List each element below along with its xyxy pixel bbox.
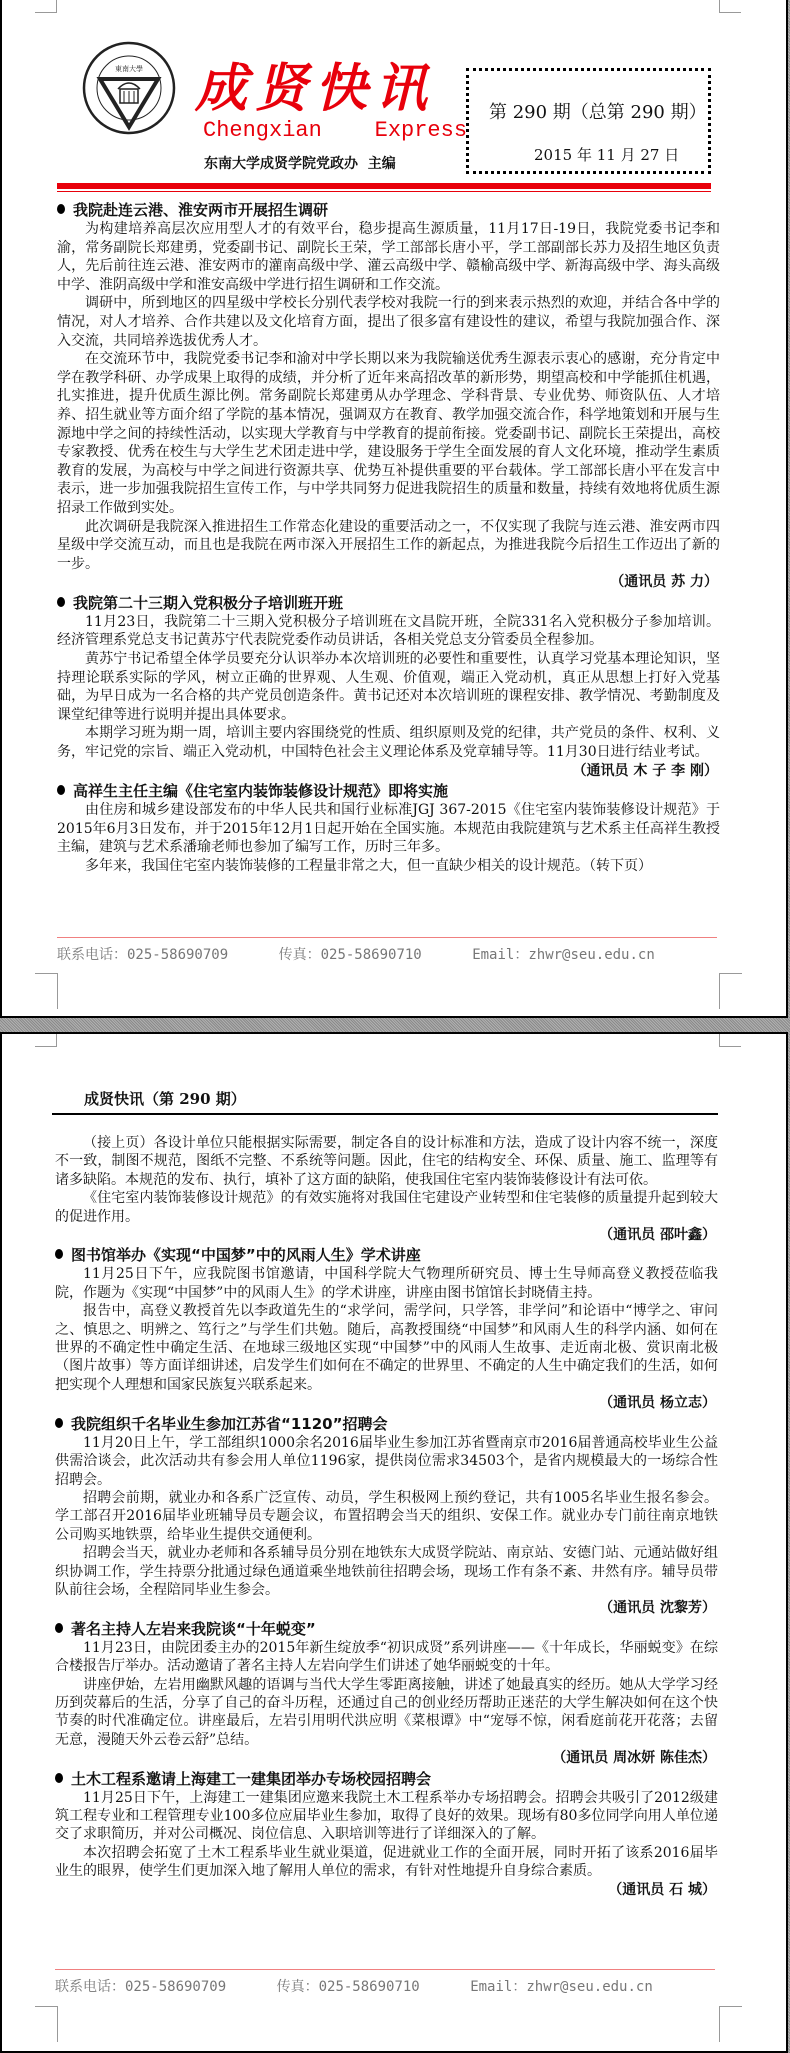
article-paragraph: 招聘会前期，就业办和各系广泛宣传、动员，学生积极网上预约登记，共有1005名毕业生报名参会。学工部召开2016届毕业班辅导员专题会议，布置招聘会当天的组织、安保工作。就业办专门前往南京地铁公司购买地铁票，给毕业生提供交通便利。 (55, 1489, 718, 1543)
article-paragraph: 调研中，所到地区的四星级中学校长分别代表学校对我院一行的到来表示热烈的欢迎，并结合各中学的情况，对人才培养、合作共建以及文化培育方面，提出了很多富有建设性的建议，希望与我院加强合作、深入交流，共同培养选拔优秀人才。 (57, 295, 720, 349)
svg-text:東南大學: 東南大學 (115, 65, 143, 73)
newsletter-title-english: Chengxian Express (203, 118, 468, 143)
article-paragraph: 11月23日，我院第二十三期入党积极分子培训班在文昌院开班，全院331名入党积极分子参加培训。经济管理系党总支书记黄苏宁代表院党委作动员讲话，各相关党总支分管委员全程参加。 (57, 613, 720, 649)
article-title: 图书馆举办《实现“中国梦”中的风雨人生》学术讲座 (71, 1246, 421, 1265)
article (57, 200, 720, 592)
bullet-icon (55, 1623, 63, 1633)
article-paragraph: 由住房和城乡建设部发布的中华人民共和国行业标准JGJ 367-2015《住宅室内装饰装修设计规范》于2015年6月3日发布，并于2015年12月1日起开始在全国实施。本规范由我院建筑与艺术系主任高祥生教授主编，建筑与艺术系潘瑜老师也参加了编写工作，历时三年多。 (57, 802, 720, 856)
page-corner-mark (719, 973, 742, 1009)
bullet-icon (57, 597, 65, 607)
article-paragraph: 讲座伊始，左岩用幽默风趣的语调与当代大学生零距离接触，讲述了她最真实的经历。她从大学学习经历到荧幕后的生活，分享了自己的奋斗历程，还通过自己的创业经历帮助正迷茫的大学生解决如何在这个快节奏的时代准确定位。讲座最后，左岩引用明代洪应明《菜根谭》中“宠辱不惊，闲看庭前花开花落；去留无意，漫随天外云卷云舒”总结。 (55, 1676, 718, 1748)
header-divider-thin (57, 191, 711, 192)
article-heading (55, 1414, 718, 1434)
article-heading (57, 593, 720, 613)
article (55, 1134, 718, 1244)
article-byline: （通讯员 杨立志） (599, 1395, 716, 1412)
article-paragraph: 招聘会当天，就业办老师和各系辅导员分别在地铁东大成贤学院站、南京站、安德门站、元通站做好组织协调工作，学生持票分批通过绿色通道乘坐地铁前往招聘会场，现场工作有条不紊、井然有序。辅导员带队前往会场，全程陪同毕业生参会。 (55, 1545, 718, 1598)
article-paragraph: 11月23日，由院团委主办的2015年新生绽放季“初识成贤”系列讲座——《十年成长，华丽蜕变》在综合楼报告厅举办。活动邀请了著名主持人左岩向学生们讲述了她华丽蜕变的十年。 (55, 1639, 718, 1675)
issue-number: 第 290 期（总第 290 期） (489, 102, 707, 123)
newsletter-title: 成贤快讯 (195, 58, 436, 119)
footer-phone: 联系电话：025-58690709 (57, 947, 229, 963)
article-paragraph: 多年来，我国住宅室内装饰装修的工程量非常之大，但一直缺少相关的设计规范。（转下页） (85, 858, 652, 874)
article (57, 781, 720, 875)
article-paragraph: 11月20日上午，学工部组织1000余名2016届毕业生参加江苏省暨南京市2016届普通高校毕业生公益供需洽谈会，此次活动共有参会用人单位1196家，提供岗位需求34503个，是省内规模最大的一场综合性招聘会。 (55, 1434, 718, 1488)
article-title: 我院第二十三期入党积极分子培训班开班 (73, 593, 344, 612)
page-corner-mark (35, 1034, 57, 1047)
article-heading (57, 781, 720, 801)
page-1-content (57, 199, 720, 876)
footer-contact (55, 1976, 695, 1996)
article-paragraph: 11月25日下午，应我院图书馆邀请，中国科学院大气物理所研究员、博士生导师高登义教授莅临我院，作题为《实现“中国梦”中的风雨人生》的学术讲座，讲座由图书馆馆长封晓倩主持。 (55, 1266, 718, 1301)
bullet-icon (55, 1249, 63, 1259)
header-divider (57, 183, 711, 189)
article-paragraph: 11月25日下午，上海建工一建集团应邀来我院土木工程系举办专场招聘会。招聘会共吸引了2012级建筑工程专业和工程管理专业100多位应届毕业生参加，取得了良好的效果。现场有80多位同学向用人单位递交了求职简历，并对公司概况、岗位信息、入职培训等进行了详细深入的了解。 (55, 1789, 718, 1843)
article-title: 我院赴连云港、淮安两市开展招生调研 (73, 201, 329, 219)
footer-contact (57, 944, 697, 964)
bullet-icon (55, 1773, 63, 1783)
article-byline: （通讯员 沈黎芳） (599, 1600, 716, 1617)
page-corner-mark (35, 2006, 58, 2042)
bullet-icon (57, 204, 65, 214)
article (55, 1245, 718, 1412)
editor-line: 东南大学成贤学院党政办 主编 (204, 156, 396, 172)
article (55, 1619, 718, 1768)
page-corner-mark (35, 0, 57, 13)
footer-fax: 传真：025-58690710 (278, 947, 422, 963)
page-2-header-rule (52, 1113, 718, 1115)
footer-email: Email：zhwr@seu.edu.cn (470, 1979, 653, 1995)
page-1 (0, 0, 788, 1018)
article-byline: （通讯员 苏 力） (610, 574, 718, 591)
article-paragraph: 黄苏宁书记希望全体学员要充分认识举办本次培训班的必要性和重要性，认真学习党基本理论知识，坚持理论联系实际的学风，树立正确的世界观、人生观、价值观，端正入党动机，真正从思想上打好入党基础，为早日成为一名合格的共产党员创造条件。黄书记还对本次培训班的课程安排、教学情况、考勤制度及课堂纪律等进行说明并提出具体要求。 (57, 651, 720, 723)
article-title: 著名主持人左岩来我院谈“十年蜕变” (71, 1619, 316, 1638)
bullet-icon (57, 785, 65, 795)
page-corner-mark (35, 973, 58, 1009)
issue-date: 2015 年 11 月 27 日 (534, 146, 680, 164)
article-paragraph: 《住宅室内装饰装修设计规范》的有效实施将对我国住宅建设产业转型和住宅装修的质量提升起到较大的促进作用。 (55, 1190, 718, 1225)
page-2-content (55, 1134, 718, 1899)
article-paragraph: 此次调研是我院深入推进招生工作常态化建设的重要活动之一，不仅实现了我院与连云港、淮安两市四星级中学交流互动，而且也是我院在两市深入开展招生工作的新起点，为推进我院今后招生工作迈出了新的一步。 (57, 518, 720, 572)
article-paragraph: 报告中，高登义教授首先以李政道先生的“求学问，需学问，只学答，非学问”和论语中“博学之、审问之、慎思之、明辨之、笃行之”与学生们共勉。随后，高教授围绕“中国梦”和风雨人生的科学内涵、如何在世界的不确定性中确定生活、在地球三级地区实现“中国梦”中的风雨人生故事、走近南北极、赏识南北极（图片故事）等方面详细讲述，启发学生们如何在不确定的世界里、不确定的人生中确定我们的生活，如何把实现个人理想和国家民族复兴联系起来。 (55, 1303, 718, 1393)
article-heading (55, 1769, 718, 1789)
page-corner-mark (719, 1034, 741, 1047)
article-byline: （通讯员 石 城） (608, 1881, 716, 1898)
university-seal-logo (82, 41, 176, 135)
article-heading (55, 1245, 718, 1265)
footer-divider (55, 1969, 715, 1970)
article (57, 593, 720, 780)
bullet-icon (55, 1418, 63, 1428)
footer-phone: 联系电话：025-58690709 (55, 1979, 227, 1995)
article-paragraph: 本期学习班为期一周，培训主要内容围绕党的性质、组织原则及党的纪律，共产党员的条件、权利、义务，牢记党的宗旨、端正入党动机，中国特色社会主义理论体系及党章辅导等。11月30日进行结业考试。 (57, 725, 720, 761)
article-title: 高祥生主任主编《住宅室内装饰装修设计规范》即将实施 (73, 782, 449, 801)
article-byline: （通讯员 周冰妍 陈佳杰） (552, 1750, 716, 1767)
footer-fax: 传真：025-58690710 (276, 1979, 420, 1995)
article-title: 土木工程系邀请上海建工一建集团举办专场校园招聘会 (71, 1769, 432, 1788)
page-corner-mark (719, 2006, 742, 2042)
article-byline: （通讯员 邵叶鑫） (599, 1227, 716, 1244)
article-paragraph: 为构建培养高层次应用型人才的有效平台，稳步提高生源质量，11月17日-19日，我院党委书记李和渝，常务副院长郑建勇，党委副书记、副院长王荣，学工部部长唐小平，学工部副部长苏力及招生地区负责人，先后前往连云港、淮安两市的灌南高级中学、灌云高级中学、赣榆高级中学、新海高级中学、海头高级中学、淮阴高级中学和淮安高级中学进行招生调研和工作交流。 (57, 221, 720, 293)
article-heading (55, 1619, 718, 1639)
page-2-running-header: 成贤快讯（第 290 期） (84, 1090, 246, 1108)
article-paragraph: （接上页）各设计单位只能根据实际需要，制定各自的设计标准和方法，造成了设计内容不统一，深度不一致，制图不规范，图纸不完整、不系统等问题。因此，住宅的结构安全、环保、质量、施工、监理等有诸多缺陷。本规范的发布、执行，填补了这方面的缺陷，使我国住宅室内装饰装修设计有法可依。 (55, 1135, 718, 1188)
article-paragraph: 在交流环节中，我院党委书记李和渝对中学长期以来为我院输送优秀生源表示衷心的感谢，充分肯定中学在教学科研、办学成果上取得的成绩，并分析了近年来高招改革的新形势，期望高校和中学能抓住机遇，扎实推进，提升优质生源比例。常务副院长郑建勇从办学理念、学科背景、专业优势、师资队伍、人才培养、招生就业等方面介绍了学院的基本情况，强调双方在教育、教学加强交流合作，科学地策划和开展与生源地中学之间的持续性活动，以实现大学教育与中学教育的提前衔接。党委副书记、副院长王荣提出，高校专家教授、优秀在校生与大学生艺术团走进中学，建设服务于学生全面发展的育人文化环境，推动学生素质教育的发展，为高校与中学之间进行资源共享、优势互补提供重要的平台载体。学工部部长唐小平在发言中表示，进一步加强我院招生宣传工作，与中学共同努力促进我院招生的质量和数量，持续有效地将优质生源招录工作做到实处。 (57, 351, 720, 516)
article (55, 1769, 718, 1899)
article-heading (57, 200, 720, 220)
footer-email: Email：zhwr@seu.edu.cn (472, 947, 655, 963)
article-paragraph: 本次招聘会拓宽了土木工程系毕业生就业渠道，促进就业工作的全面开展，同时开拓了该系2016届毕业生的眼界，使学生们更加深入地了解用人单位的需求，有针对性地提升自身综合素质。 (55, 1844, 718, 1880)
article-title: 我院组织千名毕业生参加江苏省“1120”招聘会 (71, 1414, 388, 1433)
article (55, 1414, 718, 1618)
page-corner-mark (719, 0, 741, 13)
article-byline: （通讯员 木 子 李 刚） (572, 762, 718, 779)
issue-info-box (466, 68, 711, 174)
footer-divider (57, 937, 717, 938)
